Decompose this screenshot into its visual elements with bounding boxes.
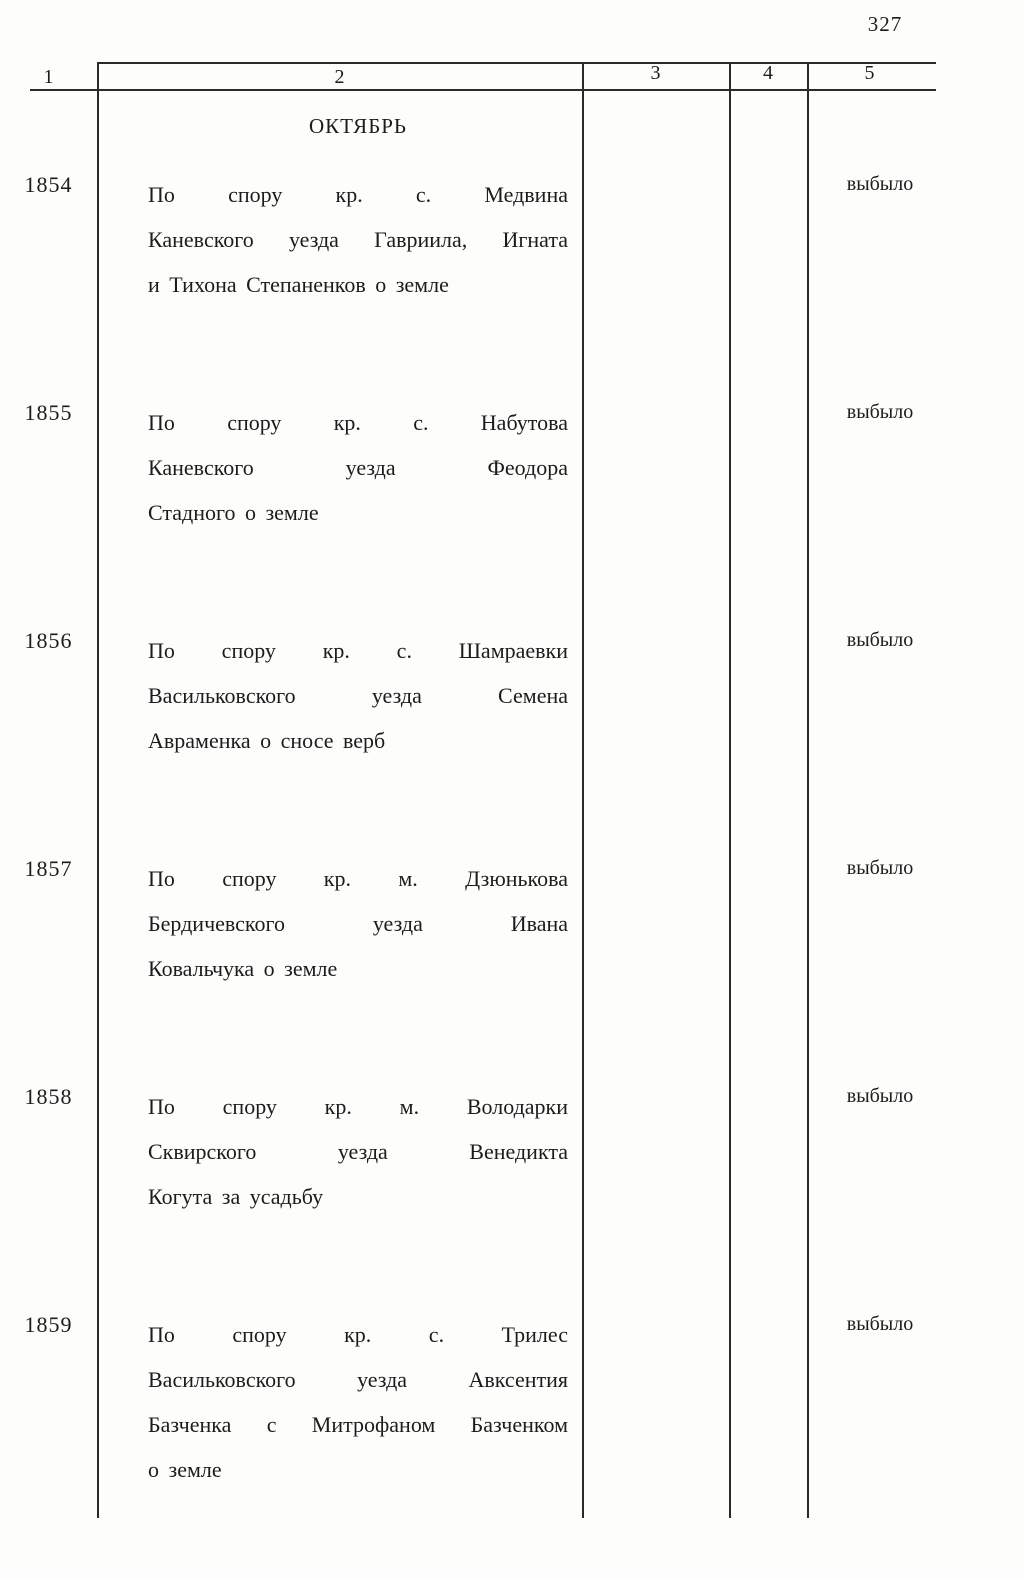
record-number: 1859: [24, 1312, 73, 1337]
column-header-5: 5: [864, 62, 875, 84]
record-description: [148, 1084, 568, 1219]
record-status: выбыло: [846, 857, 914, 879]
month-section-header: ОКТЯБРЬ: [308, 114, 407, 138]
description-line: Когута за усадьбу: [148, 1184, 324, 1209]
record-number: 1854: [24, 172, 73, 197]
description-line: Каневского уезда Феодора: [148, 455, 568, 480]
description-line: По спору кр. м. Володарки: [148, 1094, 568, 1119]
record-number: 1858: [24, 1084, 73, 1109]
description-line: Стадного о земле: [148, 500, 319, 525]
record-status: выбыло: [846, 629, 914, 651]
table-row: [0, 1084, 1024, 1312]
description-line: По спору кр. с. Шамраевки: [148, 638, 568, 663]
description-line: Васильковского уезда Авксентия: [148, 1367, 568, 1392]
page-number: 327: [867, 12, 903, 36]
description-line: По спору кр. с. Набутова: [148, 410, 568, 435]
description-line: По спору кр. м. Дзюнькова: [148, 866, 568, 891]
table-body: [0, 172, 1024, 1540]
description-line: Ковальчука о земле: [148, 956, 338, 981]
description-line: Бердичевского уезда Ивана: [148, 911, 568, 936]
table-row: [0, 1312, 1024, 1540]
description-line: о земле: [148, 1457, 222, 1482]
record-number: 1857: [24, 856, 73, 881]
column-header-4: 4: [763, 62, 773, 84]
description-line: Васильковского уезда Семена: [148, 683, 568, 708]
table-row: [0, 172, 1024, 400]
record-number: 1855: [24, 400, 73, 425]
description-line: Каневского уезда Гавриила, Игната: [148, 227, 568, 252]
column-header-1: 1: [43, 66, 54, 88]
table-row: [0, 856, 1024, 1084]
description-line: Сквирского уезда Венедикта: [148, 1139, 568, 1164]
record-status: выбыло: [846, 1313, 914, 1335]
record-description: [148, 172, 568, 307]
description-line: По спору кр. с. Трилес: [148, 1322, 568, 1347]
table-row: [0, 400, 1024, 628]
record-description: [148, 856, 568, 991]
record-number: 1856: [24, 628, 73, 653]
record-description: [148, 400, 568, 535]
record-description: [148, 1312, 568, 1492]
description-line: Авраменка о сносе верб: [148, 728, 386, 753]
column-header-2: 2: [334, 66, 345, 88]
column-header-3: 3: [650, 62, 661, 84]
table-row: [0, 628, 1024, 856]
description-line: По спору кр. с. Медвина: [148, 182, 568, 207]
description-line: Базченка с Митрофаном Базченком: [148, 1412, 568, 1437]
record-status: выбыло: [846, 401, 914, 423]
description-line: и Тихона Степаненков о земле: [148, 272, 449, 297]
table-header-border: [30, 89, 936, 91]
record-status: выбыло: [846, 1085, 914, 1107]
record-description: [148, 628, 568, 763]
record-status: выбыло: [846, 173, 914, 195]
